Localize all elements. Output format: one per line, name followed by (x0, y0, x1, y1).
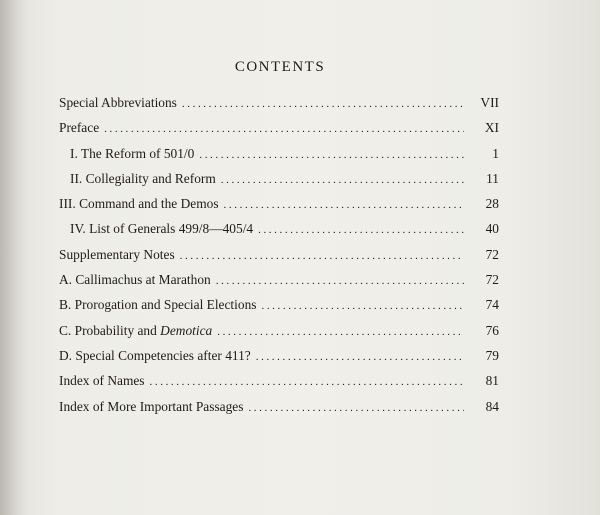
toc-entry-page: 72 (485, 272, 499, 288)
leader-dots (221, 168, 464, 193)
toc-entry-label: Special Abbreviations (59, 95, 177, 110)
toc-entry (59, 166, 499, 191)
toc-entry-page: 74 (485, 297, 499, 313)
leader-dots (216, 269, 464, 294)
leader-dots (180, 244, 464, 269)
toc-entry-label: I. The Reform of 501/0 (70, 145, 195, 161)
toc-entry-label: Supplementary Notes (59, 246, 175, 262)
toc-entry (59, 115, 499, 140)
toc-entry (59, 343, 499, 368)
toc-entry (59, 368, 499, 393)
toc-entry-label: A. Callimachus at Marathon (59, 272, 211, 288)
toc-entry-label: III. Command and the Demos (59, 196, 219, 212)
toc-entry-page: VII (480, 95, 499, 110)
leader-dots (182, 92, 464, 117)
toc-entry (59, 292, 499, 317)
toc-entry-page: 72 (485, 246, 499, 262)
toc-entry-label: IV. List of Generals 499/8—405/4 (70, 221, 254, 237)
toc-entry-label-prefix: C. Probability and (59, 322, 161, 338)
leader-dots (258, 218, 464, 243)
toc-entry-label: B. Prorogation and Special Elections (59, 297, 257, 313)
toc-entry-page: 40 (485, 221, 499, 237)
toc-entry-label: II. Collegiality and Reform (70, 170, 216, 186)
leader-dots (150, 370, 464, 395)
leader-dots (217, 320, 464, 345)
toc-entry (59, 90, 499, 115)
toc-entry-page: 79 (485, 347, 499, 363)
toc-entry (59, 394, 499, 419)
leader-dots (224, 193, 464, 218)
toc-entry (59, 242, 499, 267)
leader-dots (199, 143, 464, 168)
contents-title: CONTENTS (234, 59, 326, 75)
toc-entry-label: Preface (59, 120, 100, 136)
leader-dots (261, 294, 464, 319)
toc-entry (59, 216, 499, 241)
toc-entry-page: 28 (485, 196, 499, 212)
toc-entry-label (59, 318, 212, 343)
leader-dots (256, 345, 464, 370)
table-of-contents (59, 90, 499, 419)
toc-entry-label: Index of More Important Passages (59, 398, 244, 414)
toc-entry-page: 1 (492, 145, 499, 161)
leader-dots (248, 396, 464, 421)
toc-entry (59, 318, 499, 343)
toc-entry-label: D. Special Competencies after 411? (59, 347, 251, 363)
toc-entry-page: 11 (486, 170, 499, 186)
toc-entry-label: Index of Names (59, 373, 145, 389)
toc-entry (59, 141, 499, 166)
toc-entry-page: 81 (485, 373, 499, 389)
toc-entry-page: XI (484, 120, 499, 136)
toc-entry (59, 267, 499, 292)
toc-entry-page: 76 (485, 322, 499, 338)
spine-shadow (0, 0, 28, 515)
toc-entry-page: 84 (485, 398, 499, 414)
toc-entry (59, 191, 499, 216)
toc-entry-label-italic: Demotica (160, 322, 213, 338)
leader-dots (104, 117, 464, 142)
